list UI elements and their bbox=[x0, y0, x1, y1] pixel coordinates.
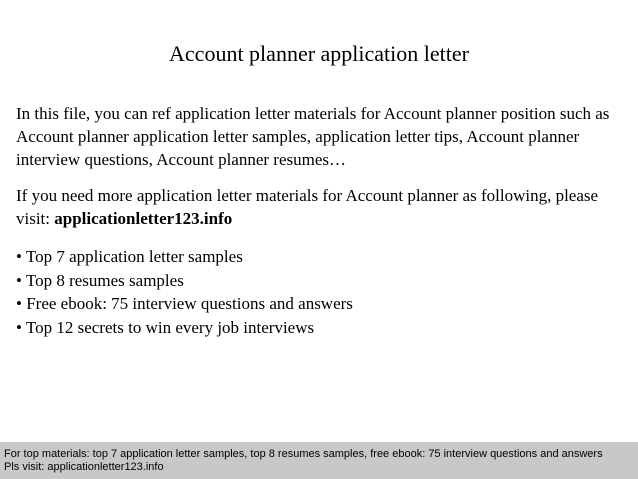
footer-line-visit: Pls visit: applicationletter123.info bbox=[4, 461, 164, 473]
website-link[interactable]: applicationletter123.info bbox=[54, 209, 233, 228]
slide-content bbox=[16, 102, 628, 339]
bullet-item: • Free ebook: 75 interview questions and answers bbox=[16, 294, 353, 313]
more-materials-paragraph bbox=[16, 184, 628, 230]
bullet-item: • Top 8 resumes samples bbox=[16, 270, 184, 290]
bullet-item: • Top 12 secrets to win every job interviews bbox=[16, 317, 315, 337]
bullet-list bbox=[16, 245, 628, 339]
slide-title: Account planner application letter bbox=[169, 41, 469, 66]
more-materials-text: If you need more application letter materials for Account planner as following, please visit: bbox=[16, 186, 599, 228]
intro-paragraph: In this file, you can ref application letter materials for Account planner position such as Account planner application letter samples, application letter tips, Account planner interview questions, Account planner resumes… bbox=[16, 104, 610, 169]
footer-line-materials: For top materials: top 7 application letter samples, top 8 resumes samples, free ebook: 75 interview questions and answers bbox=[4, 448, 603, 460]
footer-banner bbox=[0, 442, 638, 479]
bullet-item: • Top 7 application letter samples bbox=[16, 247, 243, 266]
